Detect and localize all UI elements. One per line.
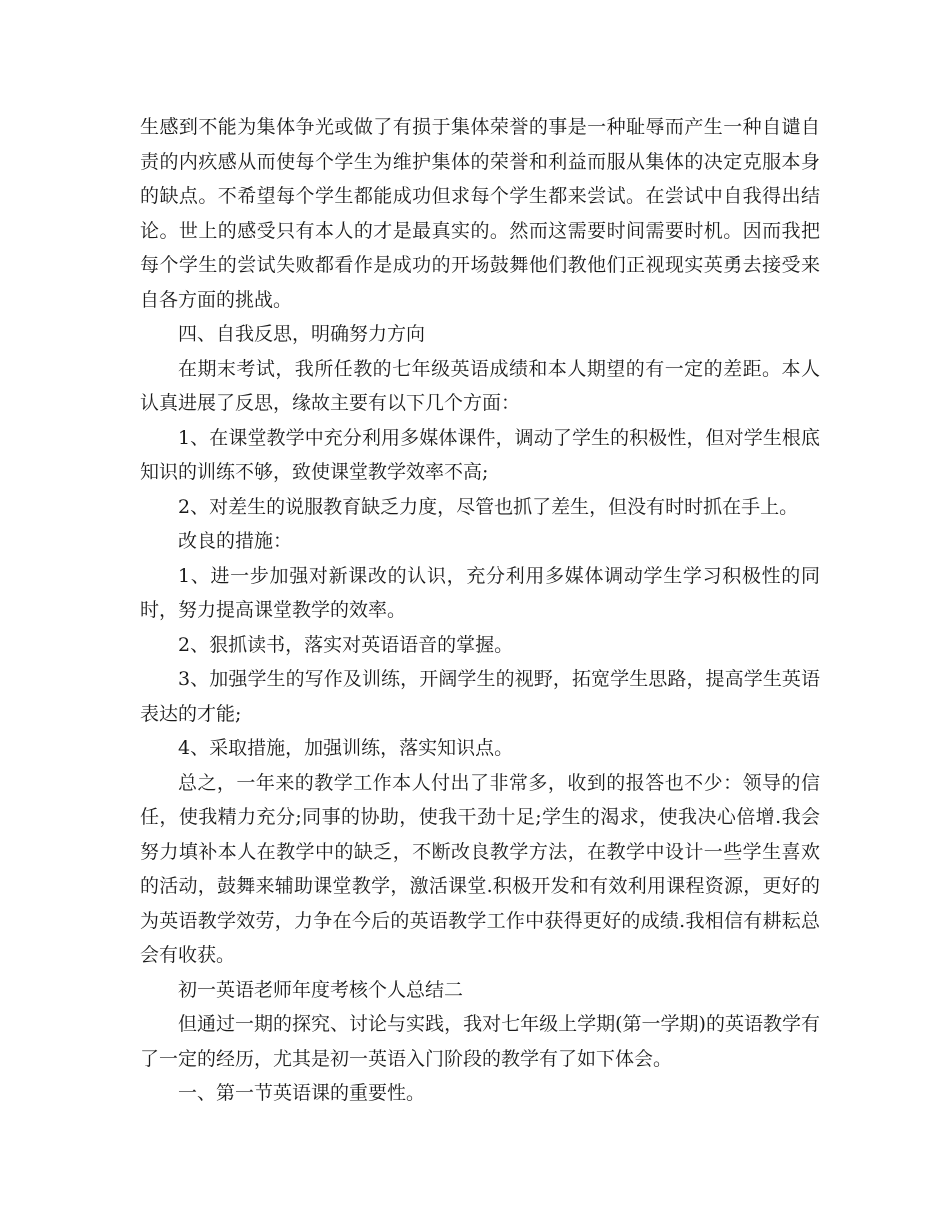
list-item: 4、采取措施，加强训练，落实知识点。 (178, 737, 514, 759)
list-item: 1、在课堂教学中充分利用多媒体课件，调动了学生的积极性，但对学生根底知识的训练不够，致使课堂教学效率不高; (140, 426, 820, 483)
paragraph: 生感到不能为集体争光或做了有损于集体荣誉的事是一种耻辱而产生一种自谴自责的内疚感从而使每个学生为维护集体的荣誉和利益而服从集体的决定克服本身的缺点。不希望每个学生都能成功但求每个学生都来尝试。在尝试中自我得出结论。世上的感受只有本人的才是最真实的。然而这需要时间需要时机。因而我把每个学生的尝试失败都看作是成功的开场鼓舞他们教他们正视现实英勇去接受来自各方面的挑战。 (140, 116, 820, 311)
paragraph: 但通过一期的探究、讨论与实践，我对七年级上学期(第一学期)的英语教学有了一定的经历，尤其是初一英语入门阶段的教学有了如下体会。 (140, 1013, 820, 1070)
subheading-improvement-measures: 改良的措施： (178, 530, 293, 552)
list-item: 2、对差生的说服教育缺乏力度，尽管也抓了差生，但没有时时抓在手上。 (178, 495, 799, 518)
list-item: 1、进一步加强对新课改的认识，充分利用多媒体调动学生学习积极性的同时，努力提高课堂教学的效率。 (140, 564, 820, 621)
section-heading-first-lesson: 一、第一节英语课的重要性。 (178, 1082, 426, 1104)
paragraph: 总之，一年来的教学工作本人付出了非常多，收到的报答也不少：领导的信任，使我精力充分;同事的协助，使我干劲十足;学生的渴求，使我决心倍增.我会努力填补本人在教学中的缺乏，不断改良教学方法，在教学中设计一些学生喜欢的活动，鼓舞来辅助课堂教学，激活课堂.积极开发和有效利用课程资源，更好的为英语教学效劳，力争在今后的英语教学工作中获得更好的成绩.我相信有耕耘总会有收获。 (140, 771, 820, 966)
document-body (140, 110, 820, 1111)
document-title-two: 初一英语老师年度考核个人总结二 (178, 978, 464, 1001)
section-heading-self-reflection: 四、自我反思，明确努力方向 (178, 323, 426, 345)
list-item: 2、狠抓读书，落实对英语语音的掌握。 (178, 633, 514, 656)
list-item: 3、加强学生的写作及训练，开阔学生的视野，拓宽学生思路，提高学生英语表达的才能; (140, 668, 820, 725)
paragraph: 在期末考试，我所任教的七年级英语成绩和本人期望的有一定的差距。本人认真进展了反思，缘故主要有以下几个方面： (140, 357, 820, 414)
